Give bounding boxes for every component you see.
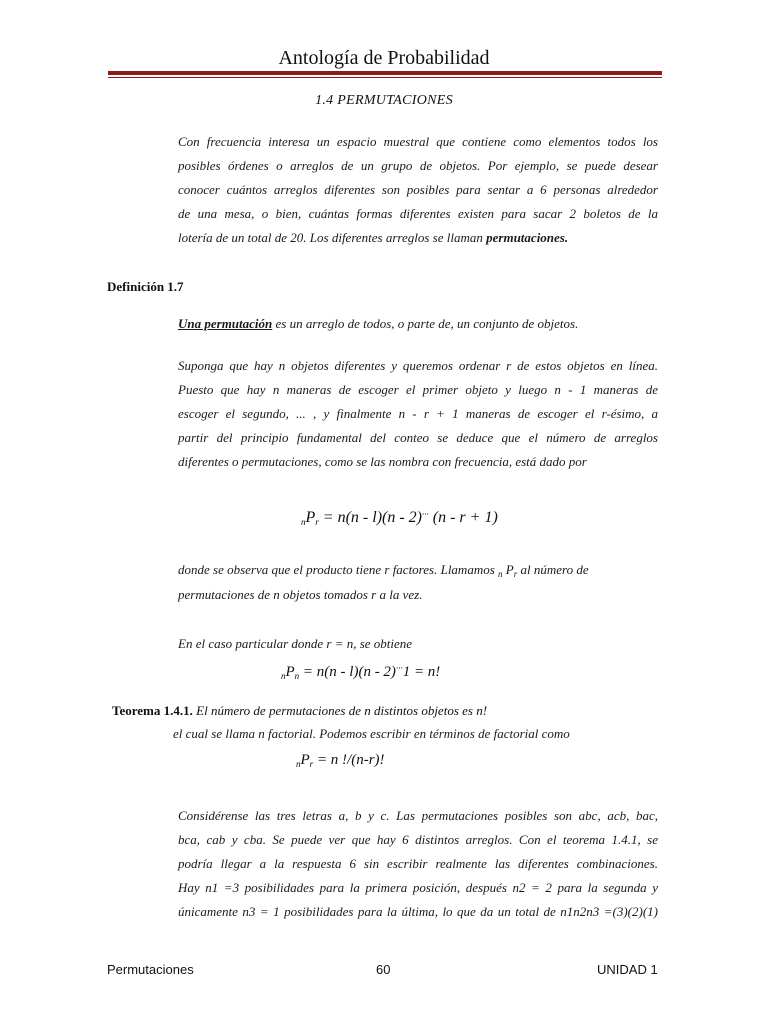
text-line: podría llegar a la respuesta 6 sin escribir realmente las diferentes combinaciones.: [178, 856, 658, 871]
factorial-ratio-formula: [296, 752, 385, 769]
formula-subscript: r: [315, 517, 319, 527]
formula-subscript: n: [281, 671, 286, 681]
formula-rhs: = n(n - l)(n - 2): [299, 664, 396, 680]
text-line: Suponga que hay n objetos diferentes y queremos ordenar r de estos objetos en línea.: [178, 358, 658, 373]
text-line: diferentes o permutaciones, como se las nombra con frecuencia, está dado por: [178, 454, 587, 469]
after-formula-paragraph: [178, 556, 658, 607]
formula-dots: ···: [422, 509, 429, 519]
text-line: [178, 312, 658, 336]
particular-case: [178, 632, 658, 656]
explanation-paragraph: [178, 354, 658, 474]
text-line: conocer cuántos arreglos diferentes son posibles para sentar a 6 personas alrededor: [178, 182, 658, 197]
definition-term: Una permutación: [178, 316, 273, 331]
text-line: Hay n1 =3 posibilidades para la primera posición, después n2 = 2 para la segunda y: [178, 880, 658, 895]
text-line: [178, 556, 658, 583]
formula-symbol: P: [300, 752, 310, 768]
formula-subscript: n: [296, 759, 301, 769]
formula-subscript: r: [309, 759, 314, 769]
formula-rhs: = n !/(n-r)!: [313, 752, 385, 768]
footer-left: Permutaciones: [107, 962, 194, 977]
text-line: partir del principio fundamental del conteo se deduce que el número de arreglos: [178, 430, 658, 445]
permutation-formula: [301, 509, 498, 527]
text-line: únicamente n3 = 1 posibilidades para la última, lo que da un total de n1n2n3 =(3)(2)(1): [178, 904, 658, 919]
text-line: [178, 226, 658, 250]
text-line: Con frecuencia interesa un espacio muestral que contiene como elementos todos los: [178, 134, 658, 149]
header-title: Antología de Probabilidad: [278, 47, 490, 69]
formula-symbol: P: [305, 509, 316, 526]
definition-text: es un arreglo de todos, o parte de, un conjunto de objetos.: [272, 316, 579, 331]
theorem: [112, 703, 487, 719]
header-rule: [108, 71, 662, 75]
formula-tail: (n - r + 1): [428, 509, 498, 526]
theorem-text: El número de permutaciones de n distintos objetos es n!: [192, 703, 488, 718]
formula-subscript: r: [513, 569, 518, 579]
formula-subscript: n: [294, 671, 300, 681]
header-rule-thin: [108, 77, 662, 78]
bold-term: permutaciones.: [486, 230, 569, 245]
text-line: bca, cab y cba. Se puede ver que hay 6 distintos arreglos. Con el teorema 1.4.1, se: [178, 832, 658, 847]
footer-page-number: 60: [376, 962, 391, 977]
definition-heading: Definición 1.7: [107, 279, 184, 294]
text-line: el cual se llama n factorial. Podemos escribir en términos de factorial como: [173, 726, 570, 741]
factorial-formula: [281, 663, 440, 681]
formula-dots: ···: [395, 663, 403, 673]
theorem-label: Teorema 1.4.1.: [112, 703, 193, 718]
text-line: escoger el segundo, ... , y finalmente n - r + 1 maneras de escoger el r-ésimo, a: [178, 406, 658, 421]
text-span: donde se observa que el producto tiene r factores. Llamamos: [178, 562, 499, 577]
theorem-continuation: [173, 722, 663, 746]
intro-paragraph: [178, 130, 658, 250]
text-line: Considérense las tres letras a, b y c. Las permutaciones posibles son abc, acb, bac,: [178, 808, 658, 823]
text-span: al número de: [517, 562, 589, 577]
text-line: En el caso particular donde r = n, se obtiene: [178, 636, 413, 651]
formula-tail: 1 = n!: [402, 664, 441, 680]
section-title: 1.4 PERMUTACIONES: [315, 93, 453, 108]
text-line: permutaciones de n objetos tomados r a la vez.: [178, 587, 423, 602]
formula-subscript: n: [498, 569, 503, 579]
example-paragraph: [178, 804, 658, 924]
formula-rhs: = n(n - l)(n - 2): [318, 509, 423, 526]
text-line: Puesto que hay n maneras de escoger el primer objeto y luego n - 1 maneras de: [178, 382, 658, 397]
footer-right: UNIDAD 1: [597, 962, 658, 977]
text-line: de una mesa, o bien, cuántas formas diferentes existen para sacar 2 boletos de la: [178, 206, 658, 221]
formula-symbol: P: [285, 664, 295, 680]
text-line: posibles órdenes o arreglos de un grupo de objetos. Por ejemplo, se puede desear: [178, 158, 658, 173]
definition-paragraph: [178, 312, 658, 336]
formula-symbol: P: [502, 562, 514, 577]
text-span: lotería de un total de 20. Los diferentes arreglos se llaman: [178, 230, 483, 245]
formula-subscript: n: [301, 517, 306, 527]
